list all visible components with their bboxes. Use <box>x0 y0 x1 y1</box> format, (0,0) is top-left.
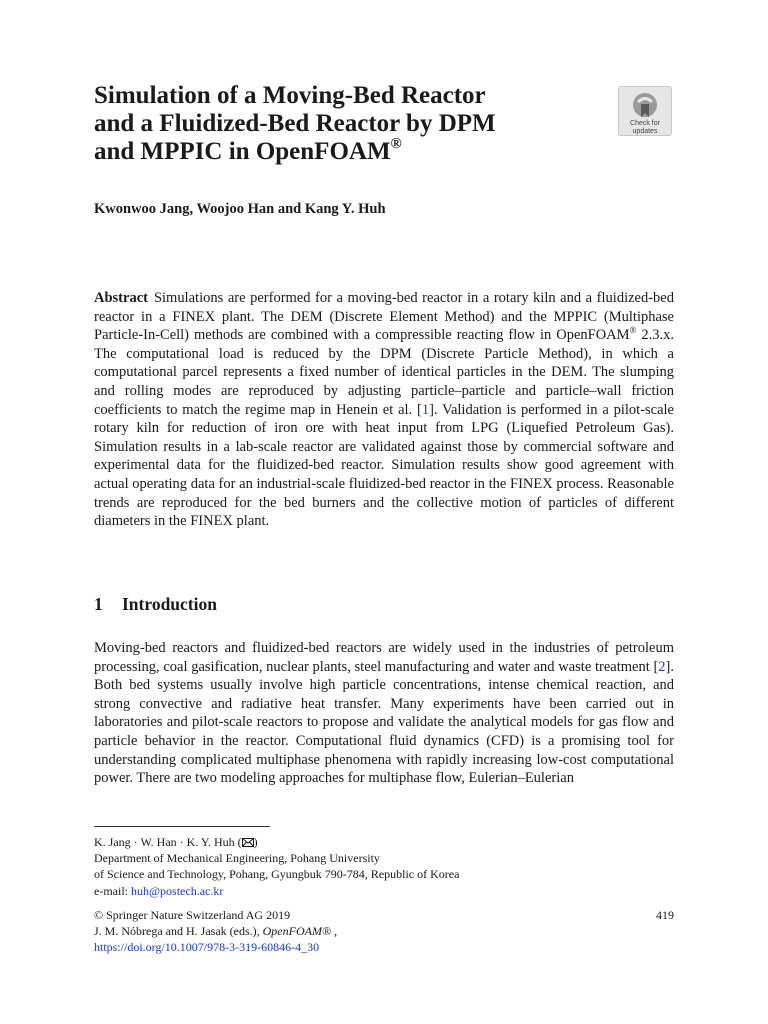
page-footer <box>94 907 674 956</box>
author-affiliation <box>94 834 674 899</box>
paper-title <box>94 82 594 166</box>
affiliation-names-close: ) <box>253 835 258 849</box>
title-line-2: and a Fluidized-Bed Reactor by DPM <box>94 110 496 137</box>
book-title-tail: , <box>331 924 338 939</box>
affiliation-names-line <box>94 834 674 850</box>
affiliation-university: of Science and Technology, Pohang, Gyungbuk 790-784, Republic of Korea <box>94 867 460 882</box>
intro-text-1: Moving-bed reactors and fluidized-bed reactors are widely used in the industries of petroleum processing, coal gasification, nuclear plants, steel manufacturing and water and waste treatment [ <box>94 640 674 675</box>
abstract-registered-mark: ® <box>629 325 637 336</box>
registered-mark: ® <box>390 136 402 152</box>
citation-link-2[interactable]: 2 <box>658 658 666 675</box>
intro-text-2: ]. Both bed systems usually involve high particle concentrations, intense chemical reaction, and strong convective and radiative heat transfer. Many experiments have been carried out in laboratories and pilot-scale reactors to propose and validate the analytical models for gas flow and particle behavior in the reactor. Computational fluid dynamics (CFD) is a promising tool for understanding complicated multiphase phenomena with rapidly increasing low-cost computational power. There are two modeling approaches for multiphase flow, Eulerian–Eulerian <box>94 658 674 787</box>
book-editors: J. M. Nóbrega and H. Jasak (eds.), <box>94 924 263 939</box>
affiliation-department: Department of Mechanical Engineering, Pohang University <box>94 851 380 866</box>
abstract-label: Abstract <box>94 290 148 306</box>
section-number: 1 <box>94 594 103 614</box>
author-list: Kwonwoo Jang, Woojoo Han and Kang Y. Huh <box>94 201 386 217</box>
doi-line <box>94 939 674 955</box>
book-title: OpenFOAM® <box>262 924 332 939</box>
badge-label <box>619 120 671 136</box>
abstract-paragraph <box>94 289 674 531</box>
check-for-updates-badge[interactable] <box>618 86 672 136</box>
badge-line-2: updates <box>632 128 658 135</box>
abstract-text-2: 2.3.x. The computational load is reduced by the DPM (Discrete Particle Method), in which a computational parcel represents a fixed number of identical particles in the DEM. The slumping and rolling modes are reproduced by adjusting particle–particle and particle–wall friction coefficients to match the regime map in Henein et al. [ <box>94 327 675 418</box>
email-link[interactable]: huh@postech.ac.kr <box>130 883 224 898</box>
introduction-paragraph <box>94 639 674 788</box>
affiliation-email-line <box>94 883 674 899</box>
section-heading-introduction <box>94 594 217 615</box>
badge-line-1: Check for <box>630 120 660 127</box>
abstract-text-3: ]. Validation is performed in a pilot-scale rotary kiln for reduction of iron ore with heat input from LPG (Liquefied Petroleum Gas). Simulation results in a lab-scale reactor are validated against those by commercial software and experimental data for the fluidized-bed reactor. Simulation results show good agreement with actual operating data for an industrial-scale fluidized-bed reactor in the FINEX process. Reasonable trends are reproduced for the bed burners and the collective motion of particles of different diameters in the FINEX plant. <box>94 401 674 530</box>
citation-link-1[interactable]: 1 <box>421 401 430 418</box>
footnote-divider <box>94 826 270 827</box>
envelope-icon <box>242 838 254 847</box>
affiliation-names: K. Jang · W. Han · K. Y. Huh ( <box>94 835 242 849</box>
abstract-text-1: Simulations are performed for a moving-bed reactor in a rotary kiln and a fluidized-bed reactor in a FINEX plant. The DEM (Discrete Element Method) and the MPPIC (Multiphase Particle-In-Cell) methods are combined with a compressible reacting flow in OpenFOAM <box>94 290 674 344</box>
title-line-1: Simulation of a Moving-Bed Reactor <box>94 82 486 109</box>
title-line-3: and MPPIC in OpenFOAM <box>94 138 391 165</box>
email-label: e-mail: <box>94 883 131 898</box>
copyright-line: © Springer Nature Switzerland AG 2019 <box>94 908 291 922</box>
page-number: 419 <box>656 908 674 922</box>
book-citation-line <box>94 923 674 939</box>
section-title: Introduction <box>122 594 217 614</box>
check-for-updates-icon <box>630 91 660 119</box>
doi-link[interactable]: https://doi.org/10.1007/978-3-319-60846-4_30 <box>94 940 320 955</box>
